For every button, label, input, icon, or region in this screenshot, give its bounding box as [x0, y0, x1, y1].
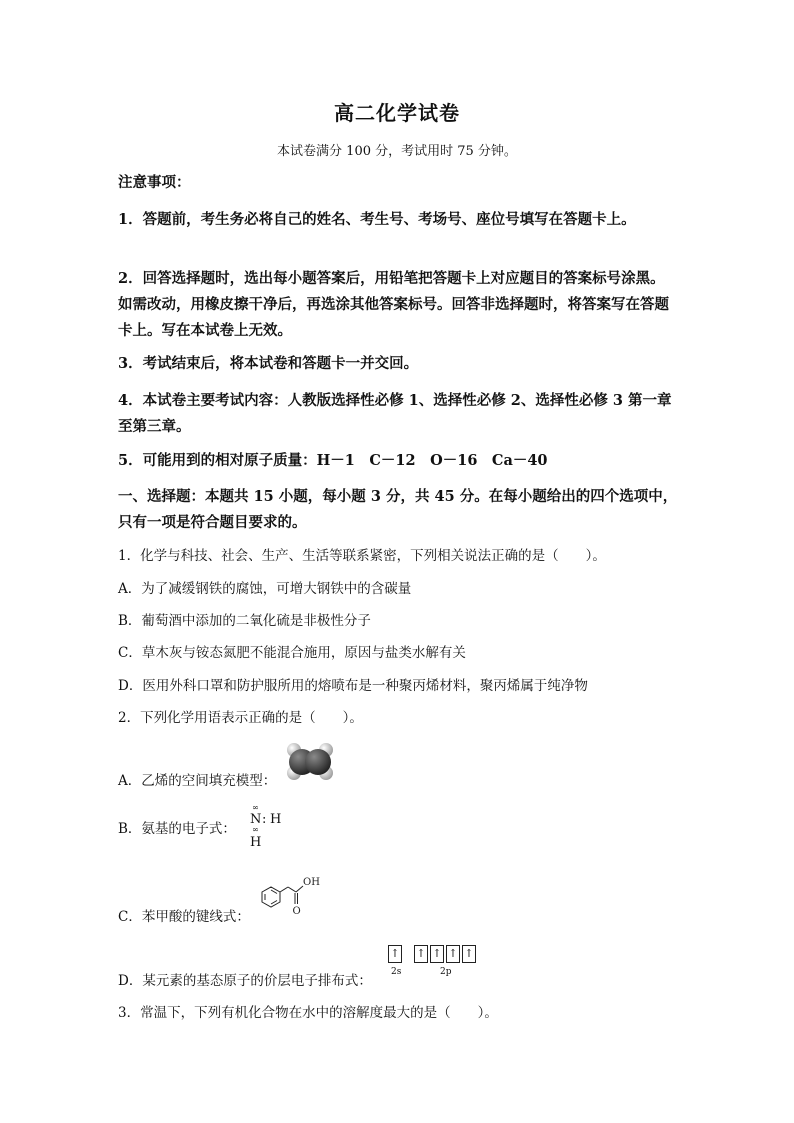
hydrogen-right: H [270, 812, 282, 827]
notice-item-3: 3．考试结束后，将本试卷和答题卡一并交回。 [118, 355, 419, 372]
orbital-box-2p-4: ↑ [462, 945, 476, 963]
exam-subtitle: 本试卷满分 100 分，考试用时 75 分钟。 [277, 144, 517, 159]
ethylene-model-figure [282, 742, 338, 782]
notice-item-2: 2．回答选择题时，选出每小题答案后，用铅笔把答题卡上对应题目的答案标号涂黑。如需改动，用橡皮擦干净后，再选涂其他答案标号。回答非选择题时，将答案写在答题卡上。写在本试卷上无效。 [118, 270, 669, 339]
question-2-option-a: A．乙烯的空间填充模型： [118, 773, 277, 789]
question-1-option-c: C．草木灰与铵态氮肥不能混合施用，原因与盐类水解有关 [118, 645, 466, 661]
orbital-box-2p-2: ↑ [430, 945, 444, 963]
orbital-label-2s: 2s [391, 967, 402, 977]
question-3-stem: 3．常温下，下列有机化合物在水中的溶解度最大的是（ ）。 [118, 1005, 498, 1021]
nitrogen-symbol: N [250, 812, 262, 827]
question-2-option-c: C．苯甲酸的键线式： [118, 909, 250, 925]
question-2-option-b: B．氨基的电子式： [118, 821, 236, 837]
question-2-option-d: D．某元素的基态原子的价层电子排布式： [118, 973, 372, 989]
page-title: 高二化学试卷 [334, 101, 460, 125]
orbital-label-2p: 2p [440, 967, 452, 977]
question-2-stem: 2．下列化学用语表示正确的是（ ）。 [118, 710, 363, 726]
carbonyl-oxygen-label: O [292, 906, 301, 917]
question-1-option-d: D．医用外科口罩和防护服所用的熔喷布是一种聚丙烯材料，聚丙烯属于纯净物 [118, 678, 588, 694]
notice-item-4: 4．本试卷主要考试内容：人教版选择性必修 1、选择性必修 2、选择性必修 3 第一章至第三章。 [118, 392, 672, 435]
section-heading: 一、选择题：本题共 15 小题，每小题 3 分，共 45 分。在每小题给出的四个选项中，只有一项是符合题目要求的。 [118, 488, 678, 531]
hydrogen-bottom: H [250, 835, 262, 850]
bond-pair-dots-lower: ∞ [252, 825, 259, 834]
question-1-option-a: A．为了减缓钢铁的腐蚀，可增大钢铁中的含碳量 [118, 581, 412, 597]
bond-pair-dots: : [262, 812, 267, 827]
question-1-stem: 1．化学与科技、社会、生产、生活等联系紧密，下列相关说法正确的是（ ）。 [118, 548, 606, 564]
orbital-box-2s: ↑ [388, 945, 402, 963]
amino-electron-formula [249, 803, 299, 858]
notice-item-1: 1．答题前，考生务必将自己的姓名、考生号、考场号、座位号填写在答题卡上。 [118, 211, 636, 228]
orbital-diagram [388, 945, 488, 981]
orbital-box-2p-3: ↑ [446, 945, 460, 963]
notice-item-5: 5．可能用到的相对原子质量：H－1 C－12 O－16 Ca－40 [118, 452, 548, 469]
lone-pair-dots: ∞ [252, 803, 259, 812]
notice-heading: 注意事项： [118, 174, 191, 191]
hydroxyl-label: OH [303, 877, 320, 888]
orbital-box-2p-1: ↑ [414, 945, 428, 963]
question-1-option-b: B．葡萄酒中添加的二氧化硫是非极性分子 [118, 613, 371, 629]
skeletal-formula-figure [252, 872, 332, 922]
